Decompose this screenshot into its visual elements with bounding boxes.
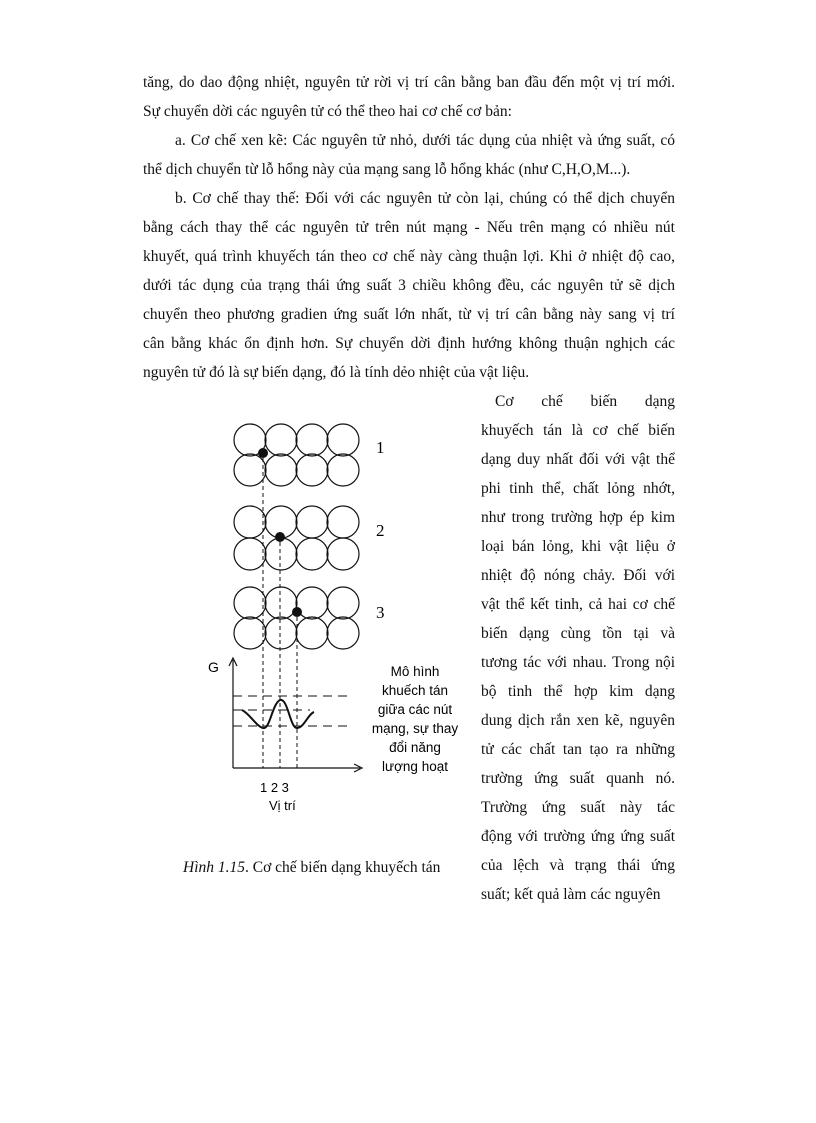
figure-caption-label: Hình 1.15 — [183, 859, 245, 876]
column-line-13: tử các chất tan tạo ra những — [481, 741, 675, 758]
column-line-18: suất; kết quả làm các nguyên — [481, 886, 661, 903]
column-line-3: dạng duy nhất đối với vật thể — [481, 451, 675, 468]
column-line-8: vật thể kết tinh, cả hai cơ chế — [481, 596, 675, 613]
inset-line-2: khuếch tán — [381, 683, 449, 698]
column-line-6: loại bán lỏng, khi vật liệu ở — [481, 538, 675, 555]
column-line-2: khuyếch tán là cơ chế biến — [481, 422, 675, 439]
text-line-4: thể dịch chuyển từ lỗ hổng này của mạng sang lỗ hổng khác (như C,H,O,M...). — [143, 161, 631, 178]
step-label-2: 2 — [376, 521, 385, 540]
step-label-3: 3 — [376, 603, 385, 622]
text-line-6: bằng cách thay thể các nguyên tử trên nút mạng - Nếu trên mạng có nhiều nút — [143, 219, 675, 236]
inset-line-3: giữa các nút — [377, 702, 453, 717]
column-line-14: trường ứng suất quanh nó. — [481, 770, 675, 787]
column-line-5: như trong trường hợp ép kim — [481, 509, 675, 526]
column-line-9: biến dạng cùng tồn tại và — [481, 625, 675, 642]
step-label-1: 1 — [376, 438, 385, 457]
inset-line-5: đổi năng — [389, 740, 441, 755]
column-line-4: phi tinh thể, chất lỏng nhớt, — [481, 480, 675, 497]
text-line-3: a. Cơ chế xen kẽ: Các nguyên tử nhỏ, dưới tác dụng của nhiệt và ứng suất, có — [175, 132, 675, 149]
interstitial-atom-1 — [258, 448, 268, 458]
energy-curve — [242, 700, 314, 728]
axis-label-g: G — [208, 659, 219, 675]
x-axis-label: Vị trí — [269, 798, 296, 813]
column-line-12: dung dịch rắn xen kẽ, nguyên — [481, 712, 675, 729]
text-line-2: Sự chuyển dời các nguyên tử có thể theo hai cơ chế cơ bản: — [143, 103, 512, 120]
figure-caption-text: . Cơ chế biến dạng khuyếch tán — [245, 859, 441, 876]
diffusion-figure — [200, 408, 480, 818]
inset-text — [372, 664, 459, 774]
column-line-10: tương tác với nhau. Trong nội — [481, 654, 675, 671]
column-line-1: Cơ chế biến dạng — [495, 393, 675, 410]
column-line-7: nhiệt độ nóng chảy. Đối với — [481, 567, 675, 584]
inset-line-1: Mô hình — [390, 664, 440, 679]
column-line-17: của lệch và trạng thái ứng — [481, 857, 675, 874]
column-line-15: Trường ứng suất này tác — [481, 799, 675, 816]
lattice-step-1 — [234, 424, 359, 486]
interstitial-atom-2 — [275, 532, 285, 542]
figure-caption — [183, 859, 440, 877]
interstitial-atom-3 — [292, 607, 302, 617]
x-ticks: 1 2 3 — [260, 780, 289, 795]
text-line-5: b. Cơ chế thay thế: Đối với các nguyên tử còn lại, chúng có thể dịch chuyển — [175, 190, 675, 207]
text-line-1: tăng, do dao động nhiệt, nguyên tử rời vị trí cân bằng ban đầu đến một vị trí mới. — [143, 74, 675, 91]
text-line-8: dưới tác dụng của trạng thái ứng suất 3 chiều không đều, các nguyên tử sẽ dịch — [143, 277, 675, 294]
inset-line-6: lượng hoạt — [382, 759, 448, 774]
text-line-11: nguyên tử đó là sự biến dạng, đó là tính dẻo nhiệt của vật liệu. — [143, 364, 530, 381]
lattice-step-2 — [234, 506, 359, 570]
text-line-10: cân bằng khác ổn định hơn. Sự chuyển dời định hướng không thuận nghịch các — [143, 335, 675, 352]
column-line-16: động với trường ứng ứng suất — [481, 828, 675, 845]
column-line-11: bộ tinh thể hợp kim dạng — [481, 683, 675, 700]
text-line-9: chuyển theo phương gradien ứng suất lớn nhất, từ vị trí cân bằng này sang vị trí — [143, 306, 675, 323]
inset-line-4: mạng, sự thay — [371, 721, 459, 736]
text-line-7: khuyết, quá trình khuyếch tán theo cơ chế này càng thuận lợi. Khi ở nhiệt độ cao, — [143, 248, 675, 265]
